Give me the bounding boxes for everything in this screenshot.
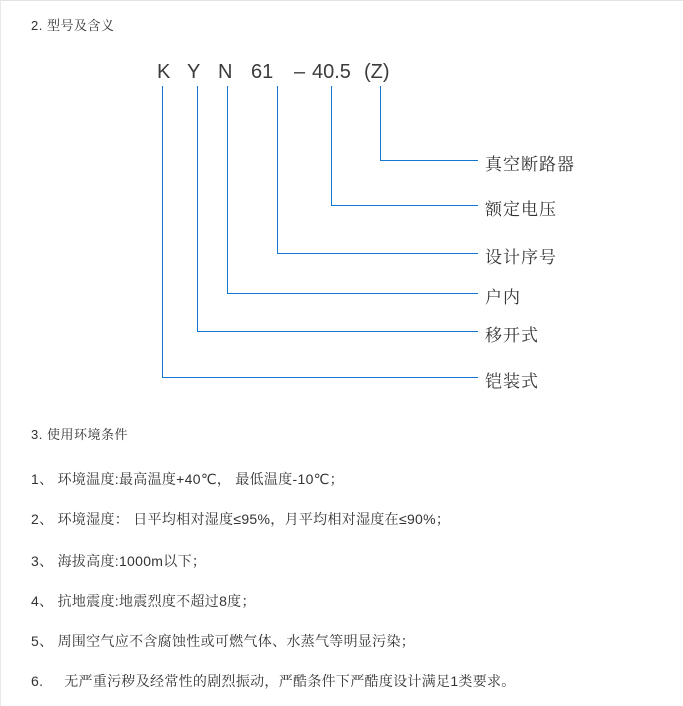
designation-label-withdrawable: 移开式 [485, 326, 539, 345]
model-token-y: Y [187, 61, 201, 83]
designation-label-indoor: 户内 [485, 288, 521, 307]
connector-line-z [380, 86, 478, 161]
env-item-humidity: 2、 环境湿度： 日平均相对湿度≤95%，月平均相对湿度在≤90%； [31, 511, 451, 527]
env-item-seismic: 4、 抗地震度:地震烈度不超过8度； [31, 593, 256, 609]
model-token-dash: – [294, 61, 306, 83]
env-item-air-quality: 5、 周围空气应不含腐蚀性或可燃气体、水蒸气等明显污染； [31, 633, 416, 649]
env-section-heading: 3. 使用环境条件 [31, 427, 128, 442]
model-token-40-5: 40.5 [312, 61, 351, 83]
designation-label-metal-clad: 铠装式 [485, 372, 539, 391]
model-token-k: K [157, 61, 171, 83]
env-item-vibration: 6. 无严重污秽及经常性的剧烈振动，严酷条件下严酷度设计满足1类要求。 [31, 673, 516, 689]
env-item-temperature: 1、 环境温度:最高温度+40℃， 最低温度-10℃； [31, 471, 344, 487]
designation-label-vacuum-breaker: 真空断路器 [485, 155, 575, 174]
model-token-61: 61 [251, 61, 274, 83]
designation-label-rated-voltage: 额定电压 [485, 200, 557, 219]
model-token-n: N [218, 61, 233, 83]
env-item-altitude: 3、 海拔高度:1000m以下； [31, 553, 207, 569]
designation-label-design-serial: 设计序号 [485, 248, 557, 267]
model-section-heading: 2. 型号及含义 [31, 18, 115, 33]
model-token-z: (Z) [364, 61, 390, 83]
